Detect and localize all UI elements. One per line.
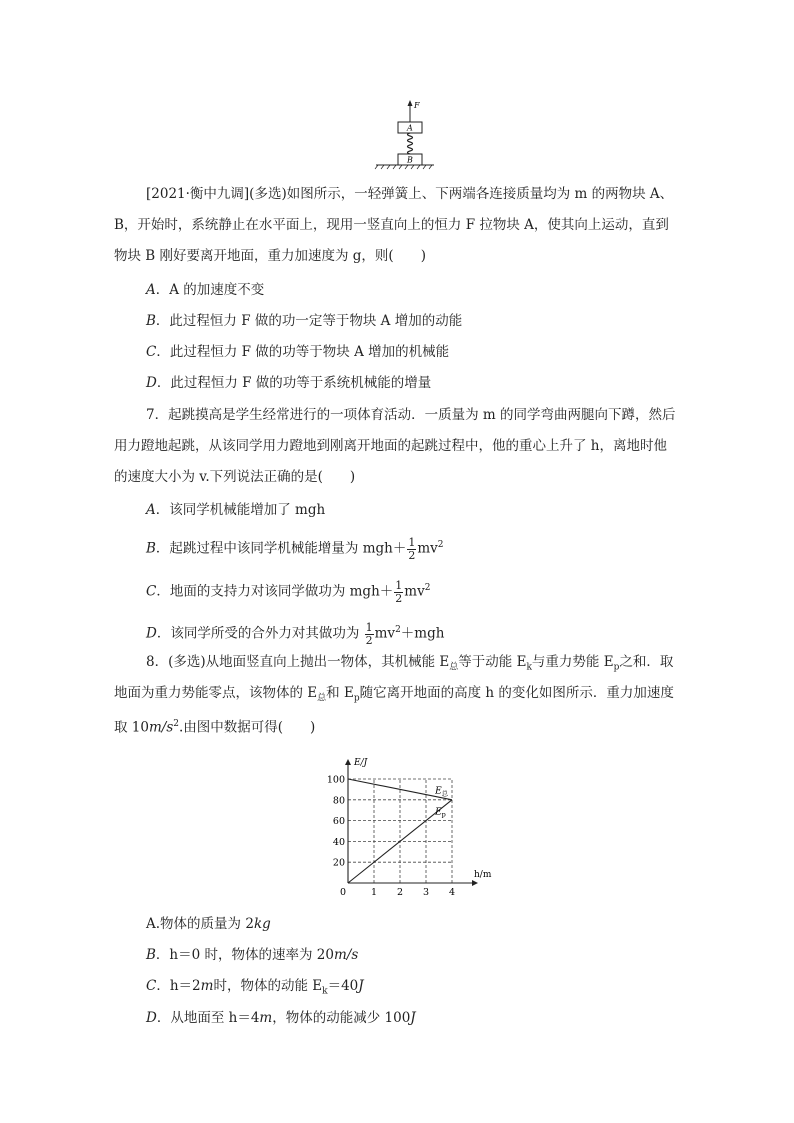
- y-tick-label: 100: [326, 774, 345, 786]
- series-label-e-total: $E_总$: [435, 786, 449, 798]
- q6-option-c: C．此过程恒力 F 做的功等于物块 A 增加的机械能: [146, 344, 450, 360]
- q8-stem-line2: 地面为重力势能零点，该物体的 $E_总$和 $E_p$随它离开地面的高度 h 的变化如图所示．重力加速度: [114, 685, 674, 704]
- q6-option-a: A．A 的加速度不变: [146, 282, 265, 298]
- force-label: F: [414, 101, 420, 110]
- block-a-label: A: [407, 123, 413, 133]
- block-b-label: B: [407, 155, 413, 165]
- series-label-ep: $E_p$: [435, 807, 446, 819]
- x-tick-label: 0: [340, 887, 347, 895]
- q7-stem-line2: 用力蹬地起跳，从该同学用力蹬地到刚离开地面的起跳过程中，他的重心上升了 h，离地时他: [114, 438, 667, 454]
- spring: [408, 133, 413, 154]
- q7-stem-line3: 的速度大小为 v.下列说法正确的是( ): [114, 469, 356, 485]
- q6-option-d: D．此过程恒力 F 做的功等于系统机械能的增量: [146, 375, 432, 391]
- q7-option-a: A．该同学机械能增加了 mgh: [146, 502, 326, 518]
- ground-hatch: [375, 165, 432, 169]
- q6-stem-line1: [2021·衡中九调](多选)如图所示，一轻弹簧上、下两端各连接质量均为 m 的两物块 A、: [146, 186, 674, 202]
- x-tick-label: 1: [371, 887, 378, 895]
- force-arrowhead: [408, 100, 413, 106]
- q7-option-b: B．起跳过程中该同学机械能增量为 mgh＋ $\frac{1}{2}$ $mv^2$: [146, 535, 444, 562]
- q8-stem-line1: 8．(多选)从地面竖直向上抛出一物体，其机械能 $E_总$等于动能 $E_k$与重力势能 $E_p$之和．取: [146, 654, 674, 673]
- x-axis-label: h/m: [474, 870, 492, 880]
- y-tick-label: 80: [332, 795, 345, 807]
- q7-stem-line1: 7．起跳摸高是学生经常进行的一项体育活动．一质量为 m 的同学弯曲两腿向下蹲，然后: [146, 407, 676, 423]
- fraction: $\frac{1}{2}$: [395, 578, 403, 605]
- y-tick-label: 20: [332, 857, 345, 869]
- q8-option-a: A.物体的质量为 2kg: [146, 916, 271, 932]
- q6-stem-line3: 物块 B 刚好要离开地面，重力加速度为 g，则( ): [114, 248, 426, 264]
- y-axis-label: E/J: [354, 758, 368, 768]
- y-axis-arrow: [345, 759, 351, 765]
- q7-option-c: C．地面的支持力对该同学做功为 mgh＋ $\frac{1}{2}$ $mv^2$: [146, 578, 431, 605]
- energy-height-chart: [318, 745, 508, 895]
- fraction: $\frac{1}{2}$: [408, 535, 416, 562]
- fraction: $\frac{1}{2}$: [365, 620, 373, 647]
- q8-option-c: C．h＝2m时，物体的动能 $E_k=40J$: [146, 978, 364, 997]
- q8-stem-line3: 取 $10m/s^2$.由图中数据可得( ): [114, 719, 316, 736]
- q6-stem-line2: B，开始时，系统静止在水平面上，现用一竖直向上的恒力 F 拉物块 A，使其向上运动，直到: [114, 217, 669, 233]
- x-tick-label: 4: [449, 887, 456, 895]
- x-tick-label: 2: [397, 887, 404, 895]
- y-tick-label: 40: [332, 836, 345, 848]
- q8-option-b: B．h＝0 时，物体的速率为 20m/s: [146, 947, 359, 963]
- spring-block-figure: [370, 98, 440, 170]
- y-tick-label: 60: [332, 816, 345, 828]
- x-tick-label: 3: [423, 887, 430, 895]
- x-axis-arrow: [472, 880, 478, 886]
- q6-option-b: B．此过程恒力 F 做的功一定等于物块 A 增加的动能: [146, 313, 463, 329]
- q8-option-d: D．从地面至 h＝4m，物体的动能减少 100J: [146, 1010, 416, 1026]
- q7-option-d: D．该同学所受的合外力对其做功为 $\frac{1}{2}$ $mv^2+mgh$: [146, 620, 445, 647]
